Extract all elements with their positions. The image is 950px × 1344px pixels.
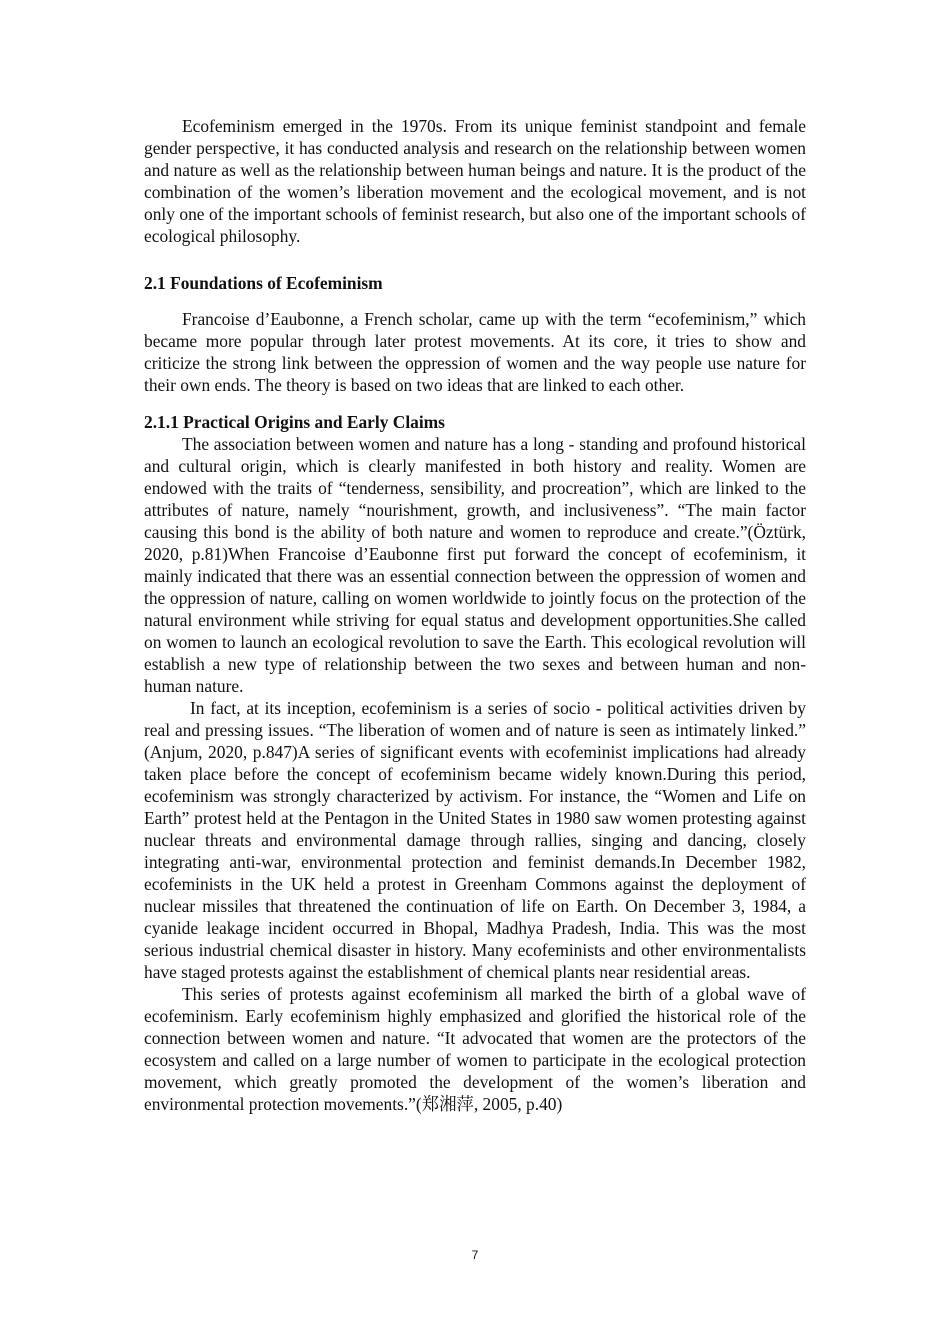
section-heading: 2.1 Foundations of Ecofeminism: [144, 273, 383, 293]
section-paragraph: Francoise d’Eaubonne, a French scholar, came up with the term “ecofeminism,” which became more popular through later protest movements. At its core, it tries to show and criticize the strong link between the oppression of women and the way people use nature for their own ends. The theory is based on two ideas that are linked to each other.: [144, 309, 806, 395]
subsection-paragraph-1: The association between women and nature has a long - standing and profound historical and cultural origin, which is clearly manifested in both history and reality. Women are endowed with the traits of “tenderness, sensibility, and procreation”, which are linked to the attributes of nature, namely “nourishment, growth, and inclusiveness”. “The main factor causing this bond is the ability of both nature and women to reproduce and create.”(Öztürk, 2020, p.81)When Francoise d’Eaubonne first put forward the concept of ecofeminism, it mainly indicated that there was an essential connection between the oppression of women and the oppression of nature, calling on women worldwide to jointly focus on the protection of the natural environment while striving for equal status and development opportunities.She called on women to launch an ecological revolution to save the Earth. This ecological revolution will establish a new type of relationship between the two sexes and between human and non-human nature.: [144, 434, 806, 696]
subsection-heading: 2.1.1 Practical Origins and Early Claims: [144, 412, 445, 432]
page-number: 7: [471, 1248, 479, 1262]
subsection-paragraph-3: This series of protests against ecofeminism all marked the birth of a global wave of ecofeminism. Early ecofeminism highly emphasized and glorified the historical role of the connection between women and nature. “It advocated that women are the protectors of the ecosystem and called on a large number of women to participate in the ecological protection movement, which greatly promoted the development of the women’s liberation and environmental protection movements.”(郑湘萍, 2005, p.40): [144, 984, 806, 1114]
document-body: [144, 115, 806, 1115]
intro-paragraph: Ecofeminism emerged in the 1970s. From its unique feminist standpoint and female gender perspective, it has conducted analysis and research on the relationship between women and nature as well as the relationship between human beings and nature. It is the product of the combination of the women’s liberation movement and the ecological movement, and is not only one of the important schools of feminist research, but also one of the important schools of ecological philosophy.: [144, 116, 806, 246]
subsection-paragraph-2: In fact, at its inception, ecofeminism is a series of socio - political activities driven by real and pressing issues. “The liberation of women and of nature is seen as intimately linked.” (Anjum, 2020, p.847)A series of significant events with ecofeminist implications had already taken place before the concept of ecofeminism became widely known.During this period, ecofeminism was strongly characterized by activism. For instance, the “Women and Life on Earth” protest held at the Pentagon in the United States in 1980 saw women protesting against nuclear threats and environmental damage through rallies, singing and dancing, closely integrating anti-war, environmental protection and feminist demands.In December 1982, ecofeminists in the UK held a protest in Greenham Commons against the deployment of nuclear missiles that threatened the continuation of life on Earth. On December 3, 1984, a cyanide leakage incident occurred in Bhopal, Madhya Pradesh, India. This was the most serious industrial chemical disaster in history. Many ecofeminists and other environmentalists have staged protests against the establishment of chemical plants near residential areas.: [144, 698, 806, 982]
